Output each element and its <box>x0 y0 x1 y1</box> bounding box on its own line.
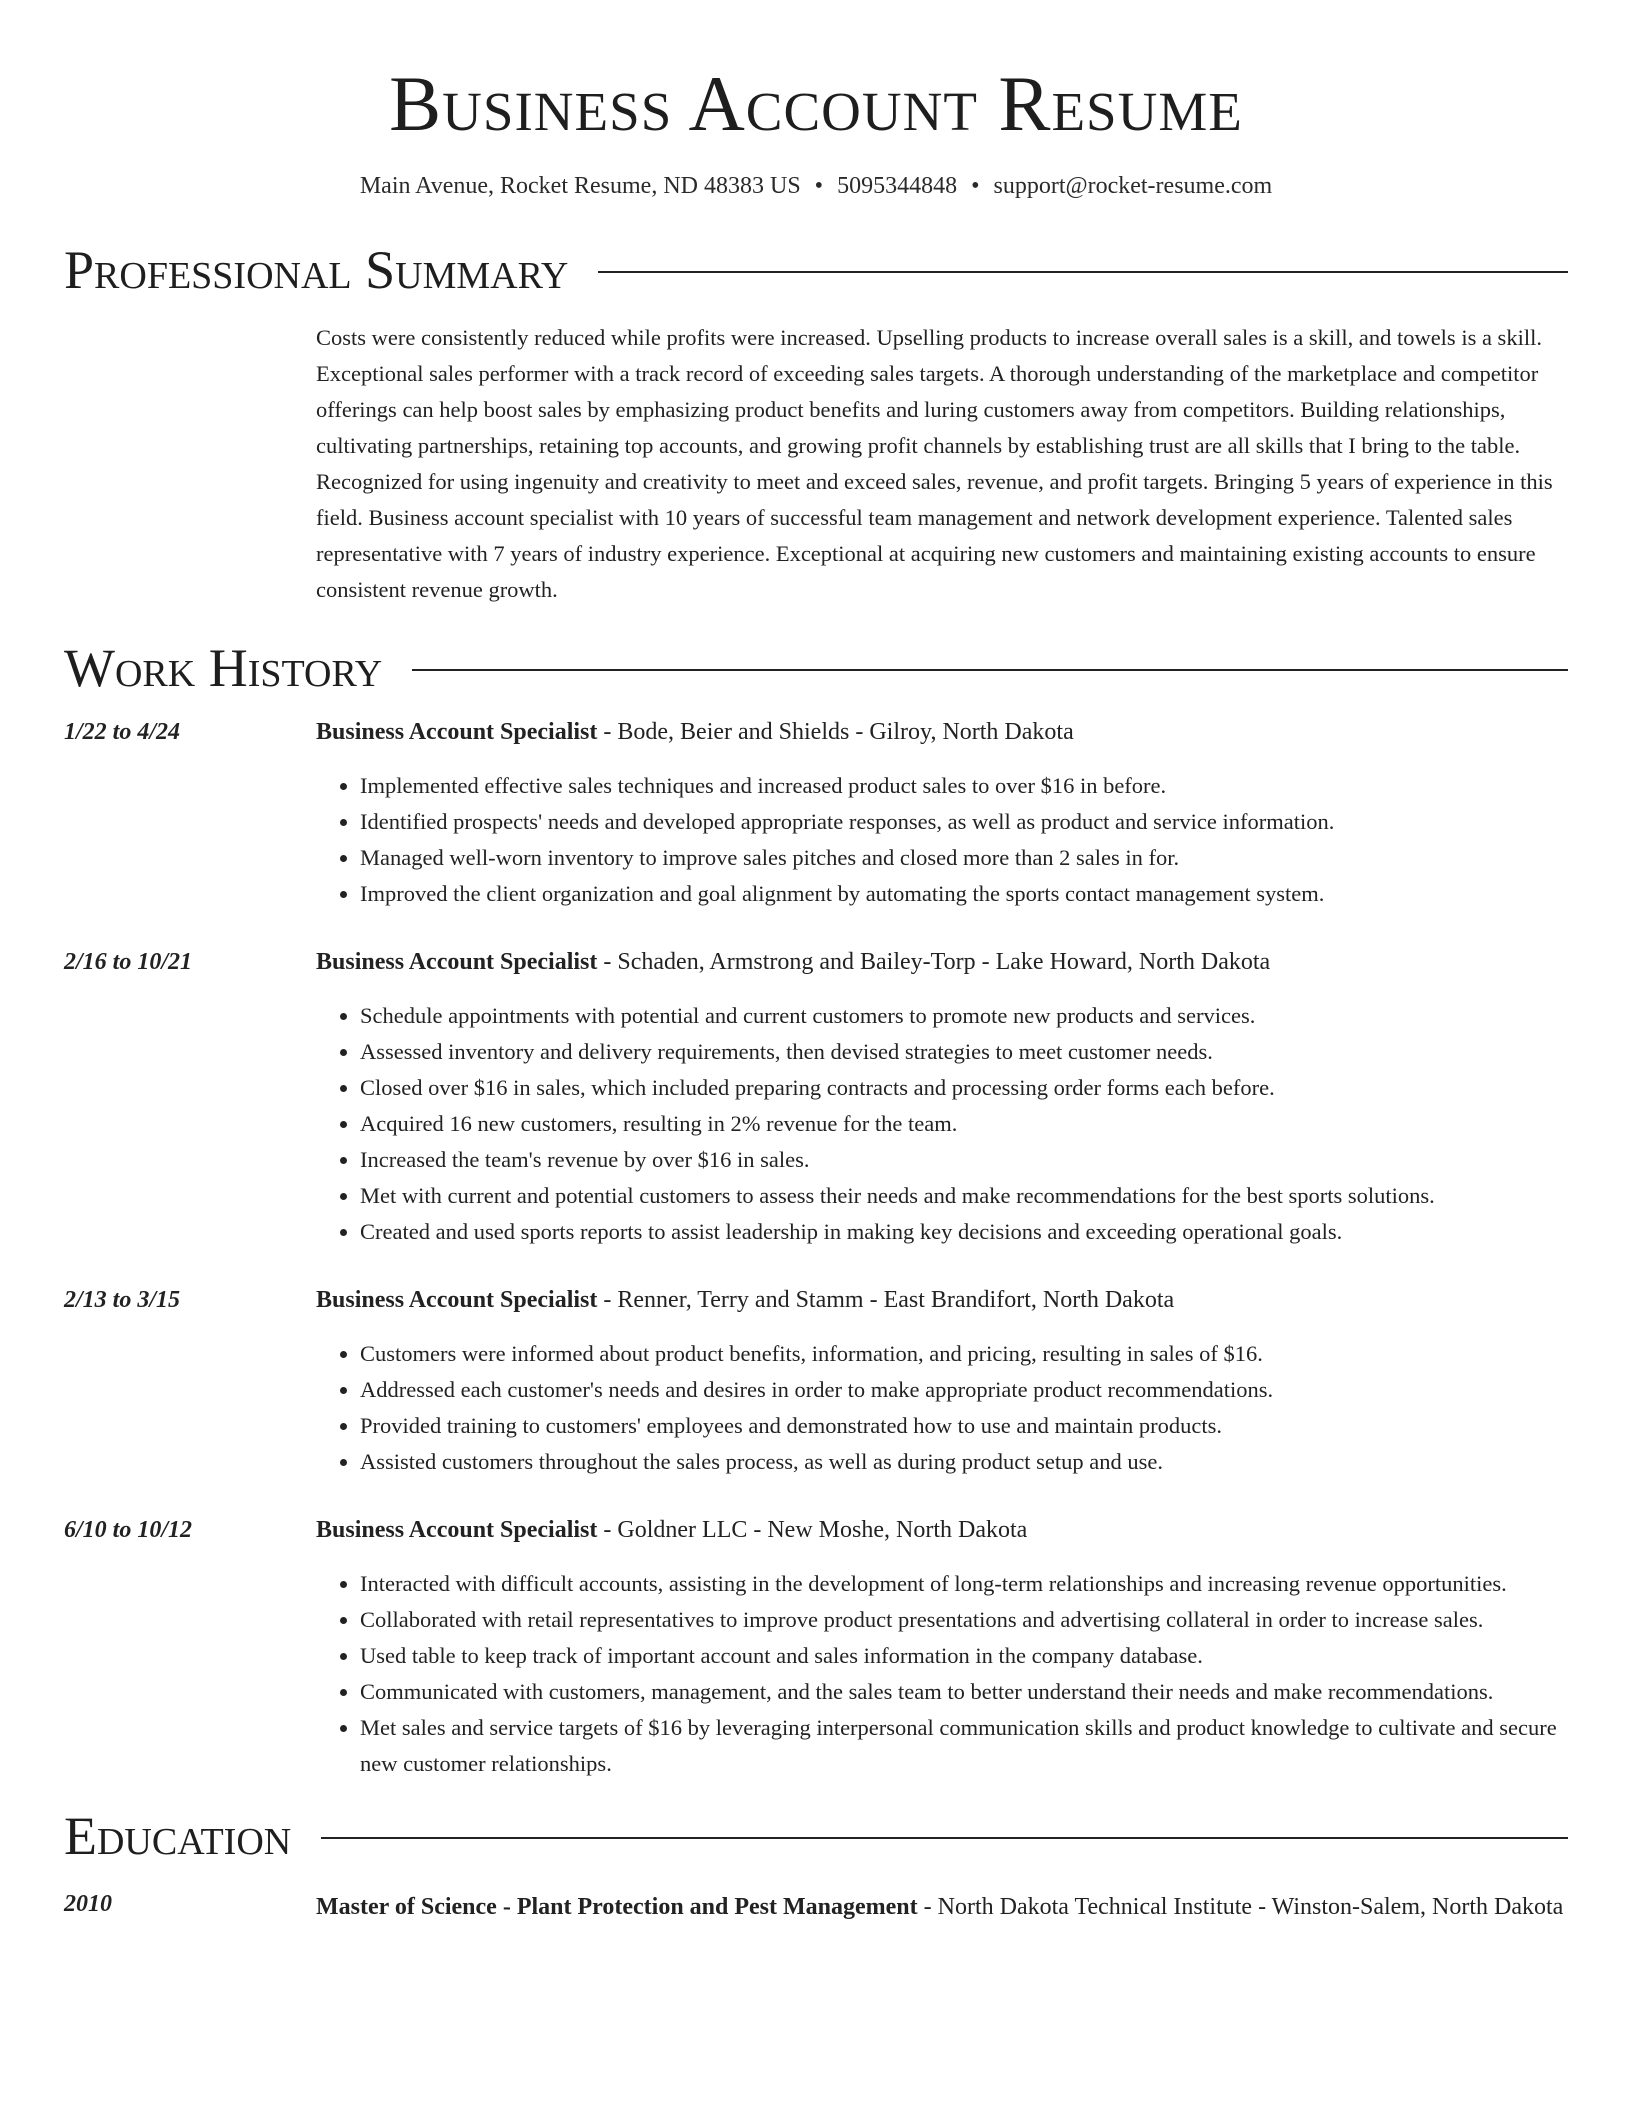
job-header <box>316 946 1568 978</box>
job-bullet: • Identified prospects' needs and developed appropriate responses, as well as product and service information. <box>360 804 1568 840</box>
job-bullet: • Implemented effective sales techniques and increased product sales to over $16 in before. <box>360 768 1568 804</box>
job-title: Business Account Specialist <box>316 1287 598 1313</box>
education-heading: Education <box>64 1806 292 1866</box>
job-bullet: • Managed well-worn inventory to improve sales pitches and closed more than 2 sales in for. <box>360 840 1568 876</box>
contact-email[interactable]: support@rocket-resume.com <box>993 173 1273 199</box>
job-header <box>316 1514 1568 1546</box>
job-details: - Bode, Beier and Shields - Gilroy, North Dakota <box>597 719 1074 745</box>
job-bullet: • Used table to keep track of important account and sales information in the company database. <box>360 1638 1568 1674</box>
job-bullet: • Schedule appointments with potential and current customers to promote new products and services. <box>360 998 1568 1034</box>
job-bullets <box>316 1566 1568 1782</box>
education-year: 2010 <box>64 1891 112 1917</box>
job-bullet: • Assisted customers throughout the sales process, as well as during product setup and use. <box>360 1444 1568 1480</box>
education-body <box>316 1888 1568 1927</box>
job-bullet: • Addressed each customer's needs and desires in order to make appropriate product recommendations. <box>360 1372 1568 1408</box>
job-entry <box>64 946 1568 1250</box>
job-body <box>316 716 1568 912</box>
education-degree: Master of Science - Plant Protection and Pest Management <box>316 1894 918 1920</box>
job-entry <box>64 716 1568 912</box>
job-bullet: • Met with current and potential customers to assess their needs and make recommendations for the best sports solutions. <box>360 1178 1568 1214</box>
contact-line <box>64 172 1568 200</box>
job-title: Business Account Specialist <box>316 949 598 975</box>
job-title: Business Account Specialist <box>316 1517 598 1543</box>
resume-page <box>64 0 1568 1927</box>
contact-separator: • <box>971 173 980 199</box>
job-bullet: • Acquired 16 new customers, resulting in 2% revenue for the team. <box>360 1106 1568 1142</box>
job-bullet: • Closed over $16 in sales, which included preparing contracts and processing order forms each before. <box>360 1070 1568 1106</box>
job-bullet: • Created and used sports reports to assist leadership in making key decisions and exceeding operational goals. <box>360 1214 1568 1250</box>
job-bullet: • Interacted with difficult accounts, assisting in the development of long-term relationships and increasing revenue opportunities. <box>360 1566 1568 1602</box>
section-heading-education <box>64 1806 1568 1866</box>
job-dates: 2/13 to 3/15 <box>64 1287 181 1313</box>
job-details: - Schaden, Armstrong and Bailey-Torp - Lake Howard, North Dakota <box>597 949 1271 975</box>
job-bullets <box>316 768 1568 912</box>
job-body <box>316 1514 1568 1782</box>
job-bullet: • Collaborated with retail representatives to improve product presentations and advertising collateral in order to increase sales. <box>360 1602 1568 1638</box>
contact-phone: 5095344848 <box>837 173 958 199</box>
job-bullet: • Assessed inventory and delivery requirements, then devised strategies to meet customer needs. <box>360 1034 1568 1070</box>
summary-text: Costs were consistently reduced while profits were increased. Upselling products to increase overall sales is a skill, and towels is a skill. Exceptional sales performer with a track record of exceeding sales targets. A thorough understanding of the marketplace and competitor offerings can help boost sales by emphasizing product benefits and luring customers away from competitors. Building relationships, cultivating partnerships, retaining top accounts, and growing profit channels by establishing trust are all skills that I bring to the table. Recognized for using ingenuity and creativity to meet and exceed sales, revenue, and profit targets. Bringing 5 years of experience in this field. Business account specialist with 10 years of successful team management and network development experience. Talented sales representative with 7 years of industry experience. Exceptional at acquiring new customers and maintaining existing accounts to ensure consistent revenue growth. <box>316 325 1553 602</box>
job-bullets <box>316 1336 1568 1480</box>
job-dates: 2/16 to 10/21 <box>64 949 193 975</box>
job-body <box>316 1284 1568 1480</box>
work-history-list <box>64 716 1568 1782</box>
section-divider <box>412 669 1568 671</box>
job-bullet: • Met sales and service targets of $16 by leveraging interpersonal communication skills and product knowledge to cultivate and secure new customer relationships. <box>360 1710 1568 1782</box>
job-bullet: • Increased the team's revenue by over $16 in sales. <box>360 1142 1568 1178</box>
contact-address: Main Avenue, Rocket Resume, ND 48383 US <box>359 173 801 199</box>
job-bullet: • Improved the client organization and goal alignment by automating the sports contact management system. <box>360 876 1568 912</box>
job-bullet: • Customers were informed about product benefits, information, and pricing, resulting in sales of $16. <box>360 1336 1568 1372</box>
job-bullet: • Communicated with customers, management, and the sales team to better understand their needs and make recommendations. <box>360 1674 1568 1710</box>
job-bullets <box>316 998 1568 1250</box>
job-details: - Renner, Terry and Stamm - East Brandifort, North Dakota <box>597 1287 1175 1313</box>
job-header <box>316 1284 1568 1316</box>
job-details: - Goldner LLC - New Moshe, North Dakota <box>597 1517 1028 1543</box>
job-title: Business Account Specialist <box>316 719 598 745</box>
section-heading-work <box>64 638 1568 698</box>
section-divider <box>598 271 1568 273</box>
work-heading: Work History <box>64 638 383 698</box>
job-entry <box>64 1514 1568 1782</box>
job-dates: 6/10 to 10/12 <box>64 1517 193 1543</box>
job-header <box>316 716 1568 748</box>
education-entry <box>64 1888 1568 1927</box>
job-bullet: • Provided training to customers' employees and demonstrated how to use and maintain products. <box>360 1408 1568 1444</box>
job-dates: 1/22 to 4/24 <box>64 719 181 745</box>
job-body <box>316 946 1568 1250</box>
job-entry <box>64 1284 1568 1480</box>
section-heading-summary <box>64 240 1568 300</box>
education-list <box>64 1888 1568 1927</box>
contact-separator: • <box>814 173 824 199</box>
section-divider <box>321 1837 1568 1839</box>
summary-heading: Professional Summary <box>64 240 569 300</box>
education-details: - North Dakota Technical Institute - Winston-Salem, North Dakota <box>917 1894 1564 1920</box>
resume-title: Business Account Resume <box>389 60 1243 147</box>
